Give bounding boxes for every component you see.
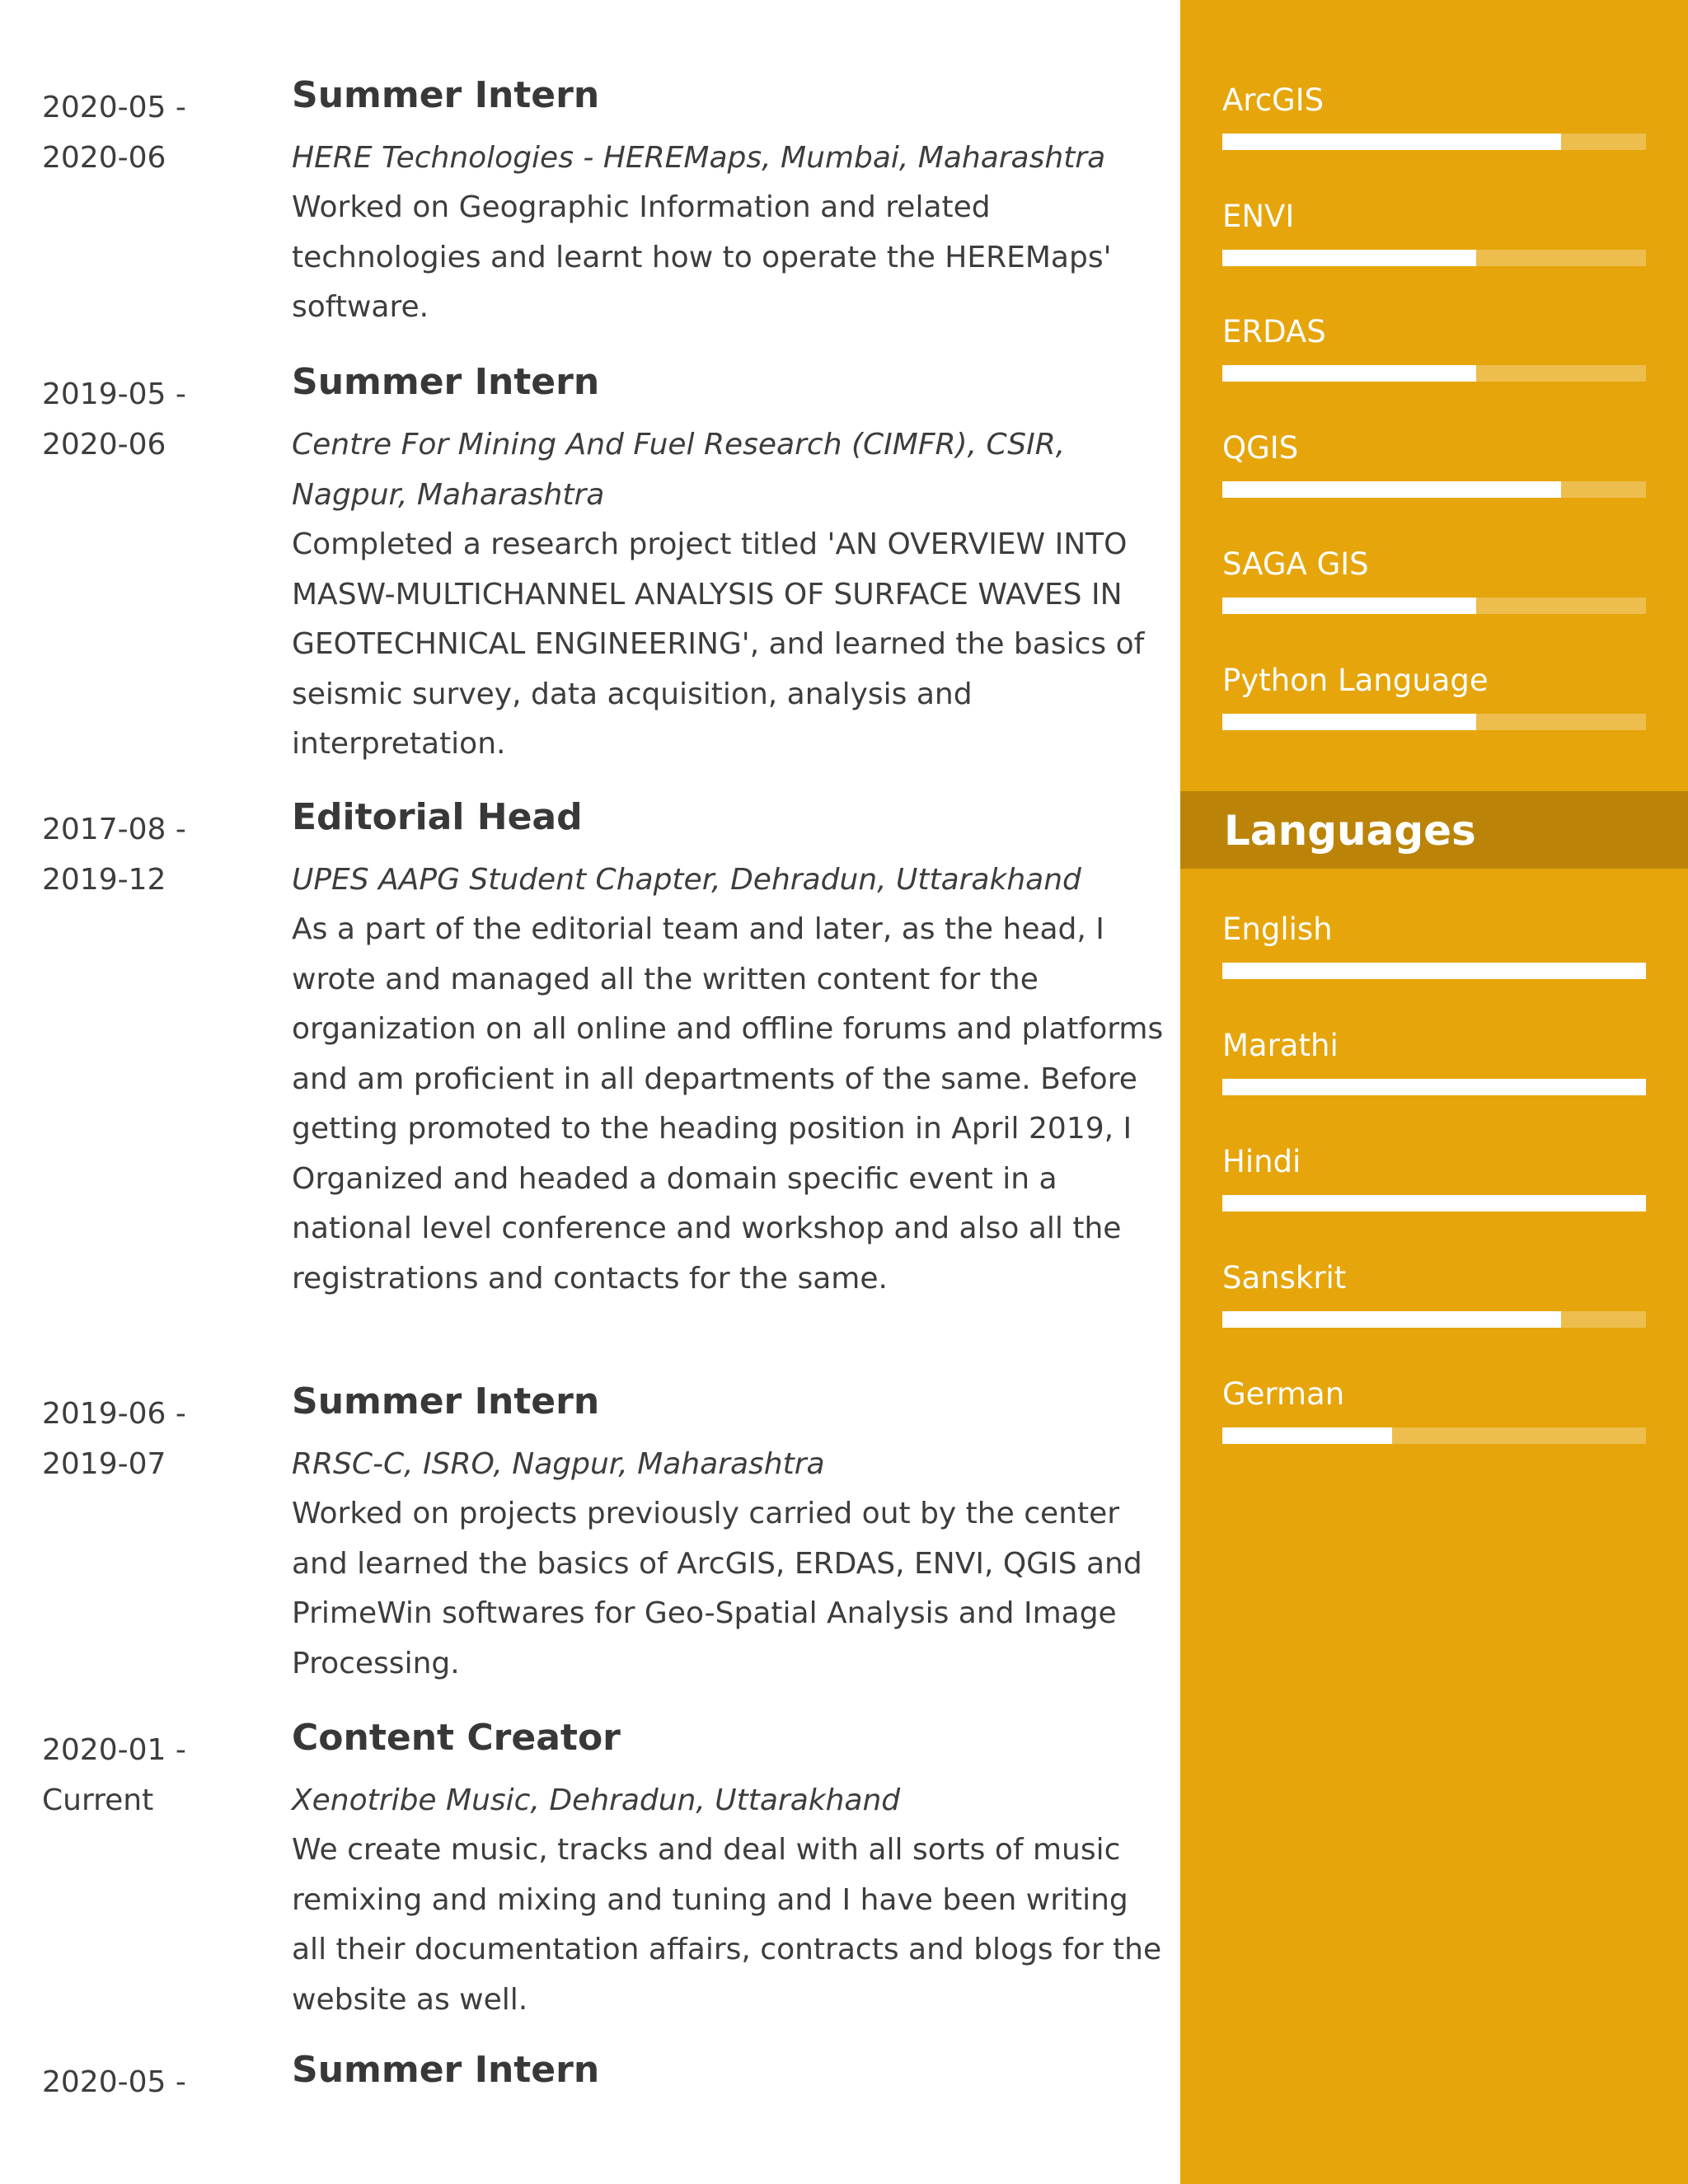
language-name: Sanskrit xyxy=(1222,1260,1347,1296)
skill-bar-track xyxy=(1222,714,1646,730)
skill-bar-track xyxy=(1222,598,1646,614)
skill-name: SAGA GIS xyxy=(1222,546,1369,582)
entry-title: Content Creator xyxy=(292,1717,621,1759)
skill-bar-track xyxy=(1222,250,1646,266)
language-bar-fill xyxy=(1222,1311,1561,1328)
skill-bar-fill xyxy=(1222,250,1476,266)
language-bar-track xyxy=(1222,1427,1646,1444)
entry-company: Centre For Mining And Fuel Research (CIMFR), CSIR, Nagpur, Maharashtra xyxy=(292,428,1066,512)
entry-description: Worked on projects previously carried out by the center and learned the basics of ArcGIS, ERDAS, ENVI, QGIS and PrimeWin softwares for Geo-Spatial Analysis and Image Processing. xyxy=(292,1497,1142,1680)
entry-company: RRSC-C, ISRO, Nagpur, Maharashtra xyxy=(292,1447,825,1481)
entry-description: As a part of the editorial team and later, as the head, I wrote and managed all the written content for the organization on all online and offline forums and platforms and am proficient in all departments of the same. Before getting promoted to the heading position in April 2019, I Organized and headed a domain specific event in a national level conference and workshop and also all the registrations and contacts for the same. xyxy=(292,912,1164,1296)
skill-bar-fill xyxy=(1222,481,1561,498)
entry-title: Editorial Head xyxy=(292,796,583,838)
skill-bar-fill xyxy=(1222,598,1476,614)
skill-bar-track xyxy=(1222,365,1646,382)
language-name: English xyxy=(1222,912,1333,947)
language-bar-track xyxy=(1222,1079,1646,1095)
language-bar-fill xyxy=(1222,1427,1392,1444)
skill-bar-fill xyxy=(1222,714,1476,730)
sidebar xyxy=(1180,0,1688,2184)
entry-date: 2017-08 - 2019-12 xyxy=(42,813,186,897)
entry-description: Worked on Geographic Information and related technologies and learnt how to operate the HEREMaps' software. xyxy=(292,190,1112,324)
entry-title: Summer Intern xyxy=(292,2049,600,2091)
skill-bar-track xyxy=(1222,481,1646,498)
language-bar-track xyxy=(1222,1195,1646,1212)
entry-title: Summer Intern xyxy=(292,361,600,403)
entry-date: 2019-06 - 2019-07 xyxy=(42,1397,186,1481)
language-bar-track xyxy=(1222,1311,1646,1328)
entry-title: Summer Intern xyxy=(292,74,600,116)
entry-company: Xenotribe Music, Dehradun, Uttarakhand xyxy=(292,1783,901,1817)
language-bar-fill xyxy=(1222,1079,1646,1095)
language-name: German xyxy=(1222,1376,1345,1412)
languages-title: Languages xyxy=(1224,807,1476,855)
language-bar-fill xyxy=(1222,963,1646,979)
entry-description: We create music, tracks and deal with all sorts of music remixing and mixing and tuning and I have been writing all their documentation affairs, contracts and blogs for the website as well. xyxy=(292,1833,1162,2017)
skill-bar-fill xyxy=(1222,134,1561,150)
skill-name: ENVI xyxy=(1222,199,1295,234)
skill-name: Python Language xyxy=(1222,663,1489,698)
entry-date: 2020-05 - xyxy=(42,2065,186,2099)
skill-name: ArcGIS xyxy=(1222,82,1325,118)
language-name: Marathi xyxy=(1222,1028,1339,1063)
language-name: Hindi xyxy=(1222,1144,1301,1179)
skill-name: ERDAS xyxy=(1222,314,1326,349)
entry-title: Summer Intern xyxy=(292,1380,600,1422)
entry-company: UPES AAPG Student Chapter, Dehradun, Uttarakhand xyxy=(292,863,1081,897)
entry-company: HERE Technologies - HEREMaps, Mumbai, Maharashtra xyxy=(292,141,1106,175)
entry-description: Completed a research project titled 'AN OVERVIEW INTO MASW-MULTICHANNEL ANALYSIS OF SURFACE WAVES IN GEOTECHNICAL ENGINEERING', and learned the basics of seismic survey, data acquisition, analysis and interpretation. xyxy=(292,527,1145,761)
skill-name: QGIS xyxy=(1222,430,1299,466)
skill-bar-fill xyxy=(1222,365,1476,382)
language-bar-fill xyxy=(1222,1195,1646,1212)
language-bar-track xyxy=(1222,963,1646,979)
languages-section-header xyxy=(1180,791,1688,869)
entry-date: 2020-05 - 2020-06 xyxy=(42,91,186,175)
entry-date: 2019-05 - 2020-06 xyxy=(42,377,186,462)
entry-date: 2020-01 - Current xyxy=(42,1733,186,1817)
skill-bar-track xyxy=(1222,134,1646,150)
